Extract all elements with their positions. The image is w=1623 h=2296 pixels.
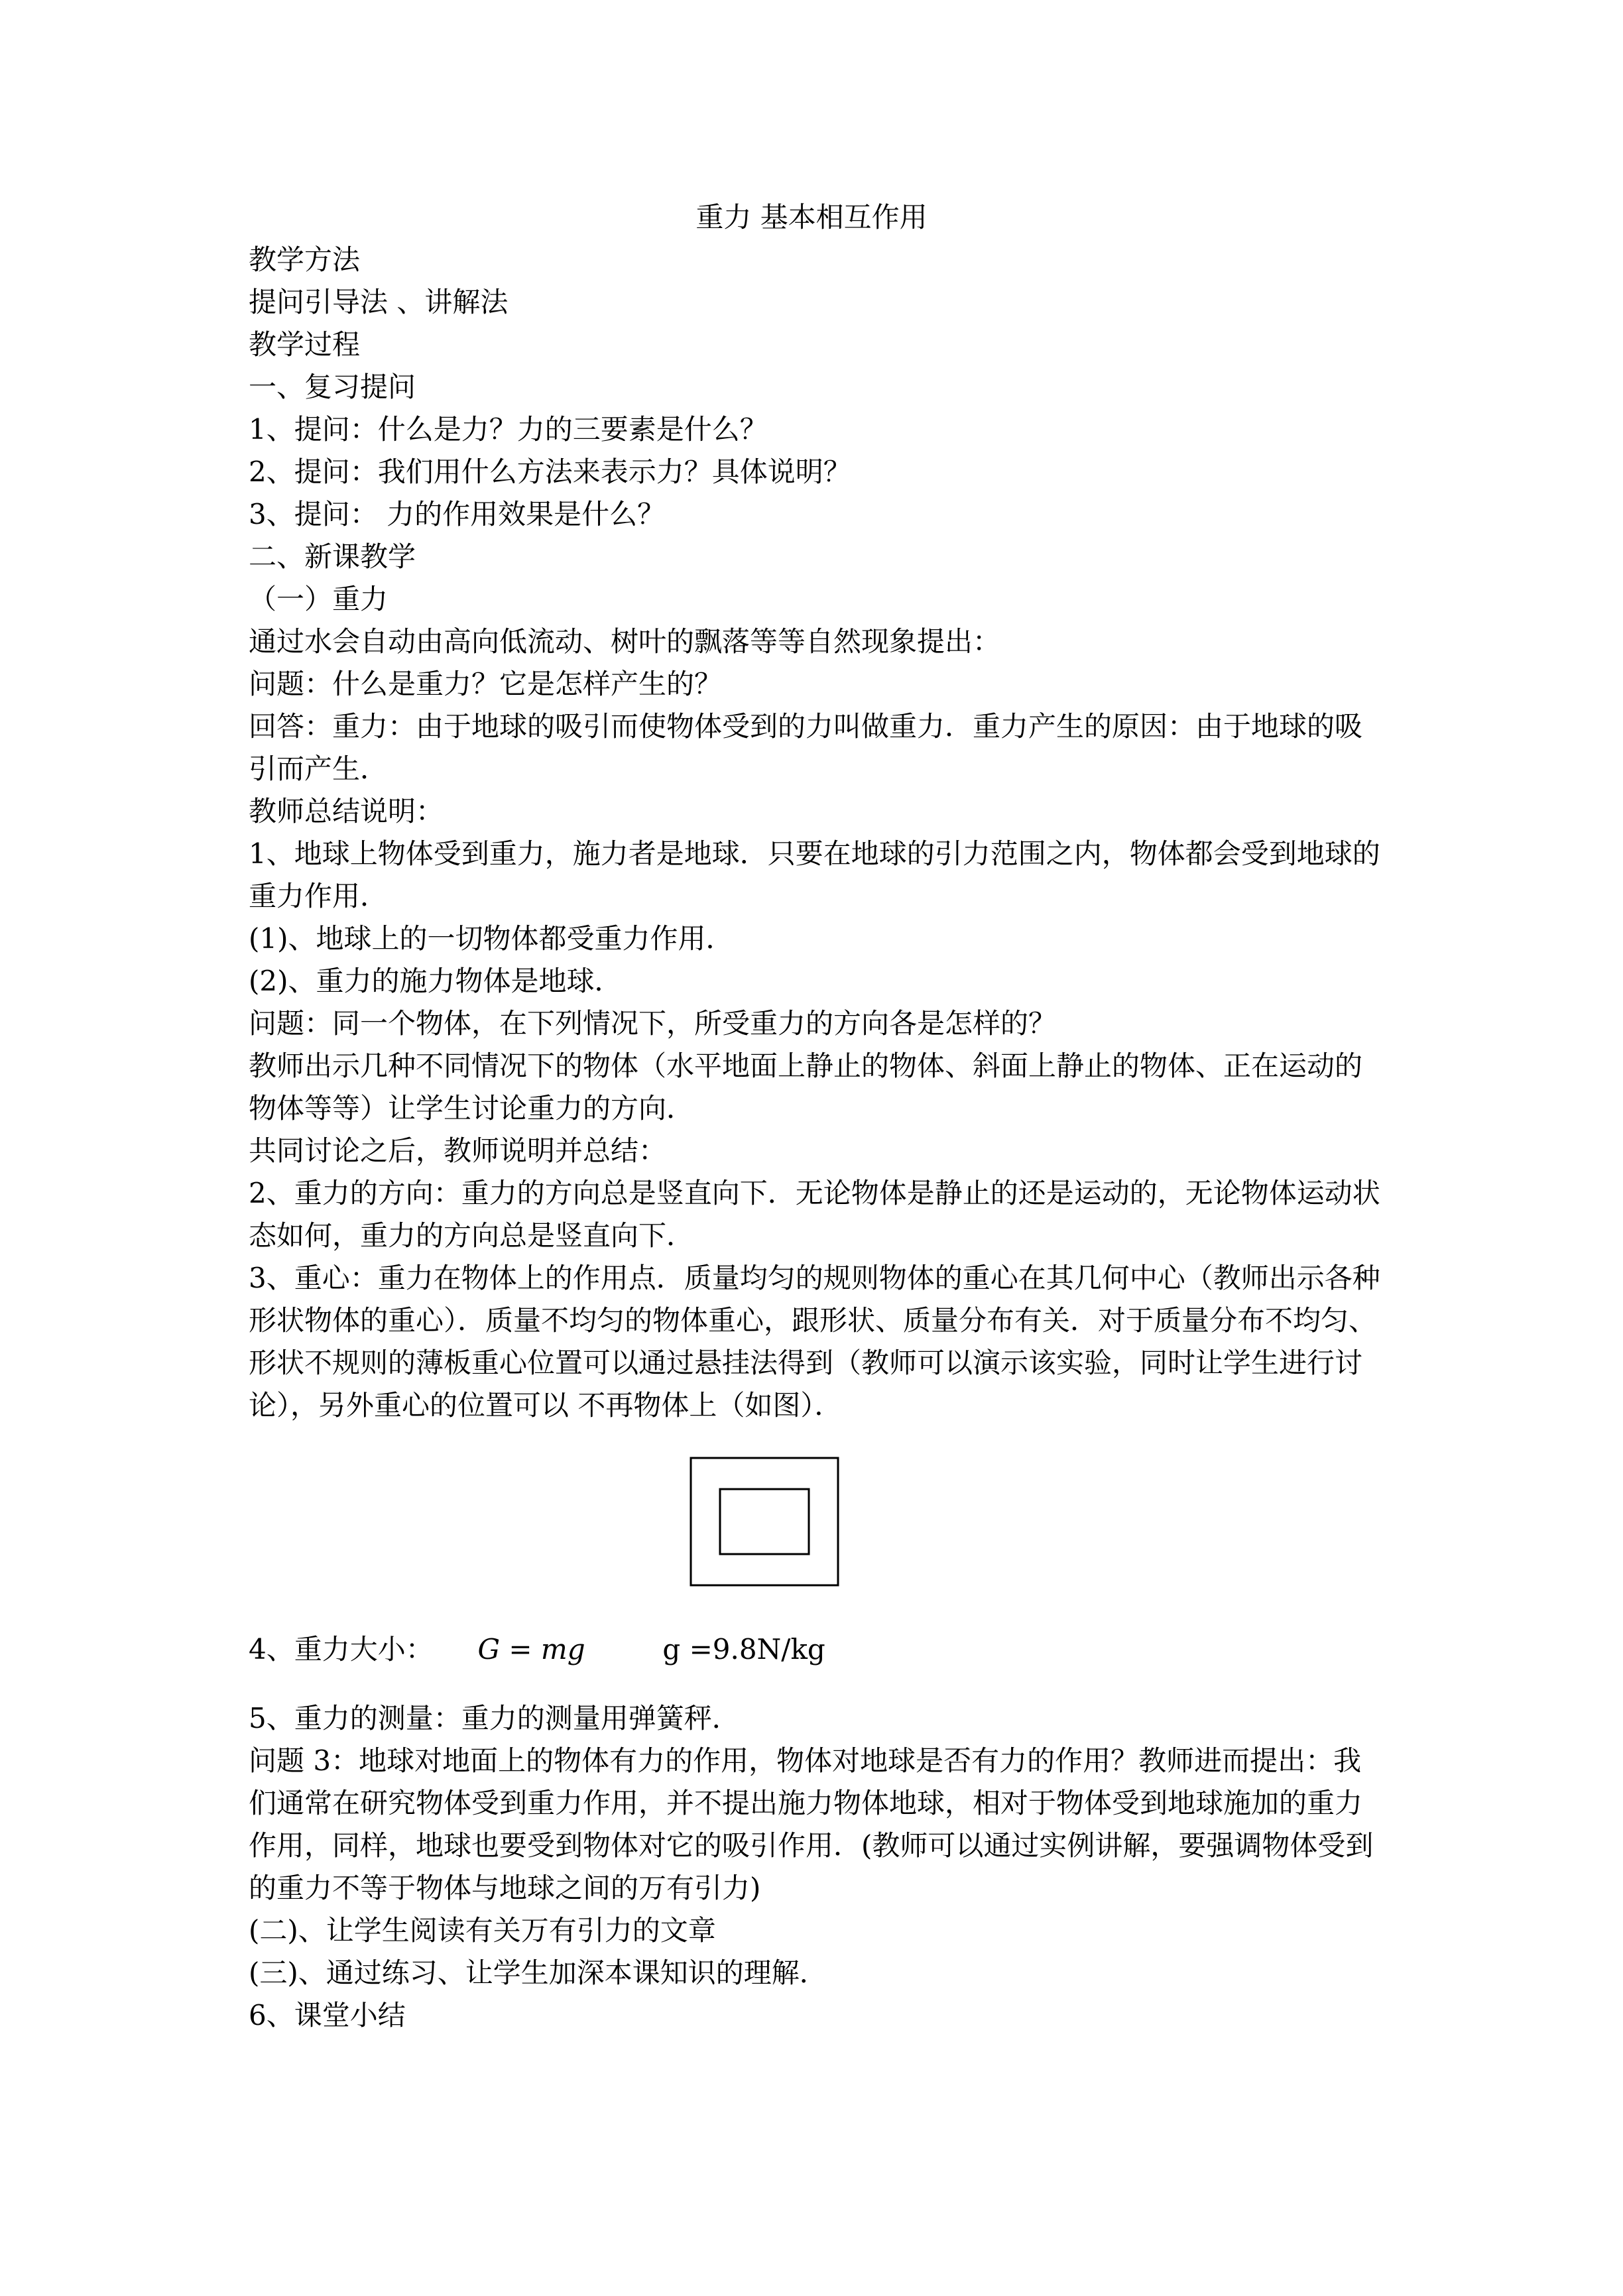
- demo-paragraph: 教师出示几种不同情况下的物体（水平地面上静止的物体、斜面上静止的物体、正在运动的物体等等）让学生讨论重力的方向．: [249, 1050, 1363, 1124]
- question-3-paragraph: 问题 3：地球对地面上的物体有力的作用，物体对地球是否有力的作用？教师进而提出：我们通常在研究物体受到重力作用，并不提出施力物体地球，相对于物体受到地球施加的重力作用，同样，地球也要受到物体对它的吸引作用．(教师可以通过实例讲解，要强调物体受到的重力不等于物体与地球之间的万有引力): [249, 1744, 1374, 1904]
- text-line: 二、新课教学: [249, 540, 416, 573]
- text-line: 5、重力的测量：重力的测量用弹簧秤．: [249, 1702, 740, 1734]
- gravity-formula-line: [249, 1628, 825, 1671]
- text-line: 提问引导法 、讲解法: [249, 286, 509, 318]
- body-part2: [249, 1697, 1389, 2037]
- text-line: 2、提问：我们用什么方法来表示力？具体说明？: [249, 455, 851, 488]
- text-line: 教学方法: [249, 243, 361, 276]
- text-line: 教师总结说明：: [249, 795, 444, 827]
- text-line: 通过水会自动由高向低流动、树叶的飘落等等自然现象提出：: [249, 625, 1001, 658]
- text-line: (二)、让学生阅读有关万有引力的文章: [249, 1914, 716, 1947]
- text-line: 3、提问： 力的作用效果是什么？: [249, 498, 666, 530]
- text-line: 教学过程: [249, 328, 361, 361]
- center-of-gravity-figure: [690, 1457, 839, 1587]
- formula-g-value: g =9.8N/kg: [662, 1633, 825, 1665]
- page-title: 重力 基本相互作用: [695, 201, 928, 233]
- text-line: (三)、通过练习、让学生加深本课知识的理解．: [249, 1957, 827, 1989]
- text-line: 6、课堂小结: [249, 1999, 406, 2031]
- point-1-paragraph: 1、地球上物体受到重力，施力者是地球．只要在地球的引力范围之内，物体都会受到地球的重力作用．: [249, 837, 1380, 912]
- point-3-paragraph: 3、重心：重力在物体上的作用点．质量均匀的规则物体的重心在其几何中心（教师出示各种形状物体的重心）．质量不均匀的物体重心，跟形状、质量分布有关．对于质量分布不均匀、形状不规则的薄板重心位置可以通过悬挂法得到（教师可以演示该实验，同时让学生进行讨论），另外重心的位置可以 不再物体上（如图）．: [249, 1262, 1380, 1421]
- text-line: (1)、地球上的一切物体都受重力作用．: [249, 922, 734, 955]
- text-line: 1、提问：什么是力？力的三要素是什么？: [249, 413, 768, 446]
- text-line: (2)、重力的施力物体是地球．: [249, 965, 623, 997]
- text-line: 一、复习提问: [249, 371, 416, 403]
- text-line: （一）重力: [249, 583, 389, 615]
- point-2-paragraph: 2、重力的方向：重力的方向总是竖直向下．无论物体是静止的还是运动的，无论物体运动状态如何，重力的方向总是竖直向下．: [249, 1177, 1380, 1252]
- body-part1: [249, 239, 1389, 1427]
- text-line: 问题：什么是重力？它是怎样产生的？: [249, 668, 723, 700]
- answer-paragraph: 回答：重力：由于地球的吸引而使物体受到的力叫做重力．重力产生的原因：由于地球的吸引而产生．: [249, 710, 1363, 785]
- formula-equation: G = mg: [477, 1633, 585, 1665]
- outer-square: [691, 1458, 838, 1585]
- text-line: 共同讨论之后，教师说明并总结：: [249, 1134, 667, 1167]
- formula-label: 4、重力大小：: [249, 1633, 434, 1665]
- inner-rectangle: [720, 1489, 809, 1554]
- text-line: 问题：同一个物体，在下列情况下，所受重力的方向各是怎样的？: [249, 1007, 1057, 1040]
